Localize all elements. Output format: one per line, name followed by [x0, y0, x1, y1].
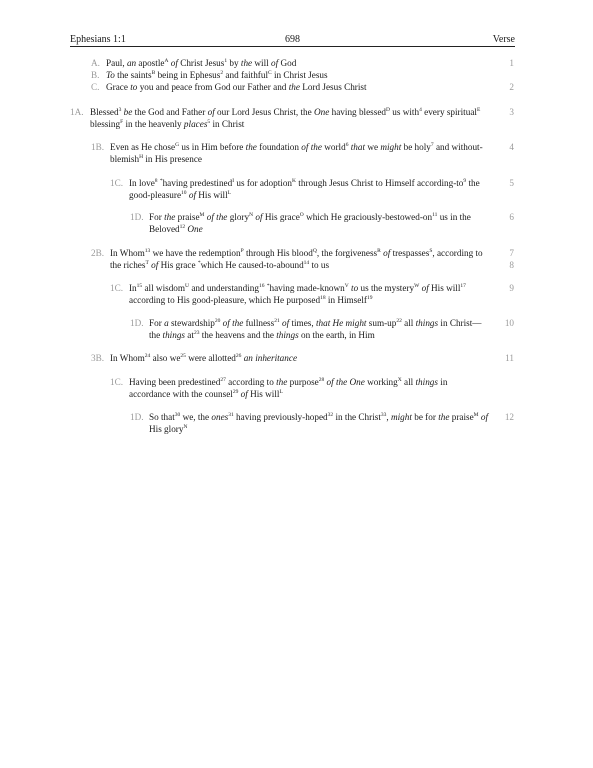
verse-number: 9	[509, 283, 514, 293]
outline-label: 3B.	[91, 353, 105, 363]
outline-text: Even as He chose$^G$ us in Him before the foundation of the world$^6$ that we might be holy$^7$ and without-blemish$^H$ in His presence	[110, 142, 483, 164]
outline-label: 1C.	[110, 283, 124, 293]
outline-text: For a stewardship$^{20}$ of the fullness$^{21}$ of times, that He might sum-$up^{22}$ all things in Christ— the things $at^{23}$ the heavens and the things on the earth, in Him	[149, 318, 482, 340]
verse-number: 5	[509, 178, 514, 188]
outline-label: A.	[91, 58, 100, 68]
verse-number: 10	[504, 318, 514, 328]
outline-text: In love$^8$ *having predestined$^I$ us for adoption$^K$ through Jesus Christ to Himself according-$to^9$ the good-pleasure$^{10}$ of His will$^L$	[129, 178, 480, 200]
outline-text: In Whom$^{13}$ we have the redemption$^P$ through His blood$^Q$, the forgiveness$^R$ of trespasses$^S$, according to the riches$^T$ of His grace *which He caused-to-abound$^{14}$ to us	[110, 248, 483, 270]
outline-text: In Whom$^{24}$ also $we^{25}$ were allotted$^{26}$ an inheritance	[110, 353, 298, 363]
outline-text: Having been predestined$^{27}$ according to the purpose$^{28}$ of the One working$^X$ all things in accordance with the counsel$^{29}$ of His will$^L$	[129, 377, 448, 399]
verse-column-label: Verse	[492, 34, 515, 45]
outline-label: 1C.	[110, 377, 124, 387]
outline-text: In$^{15}$ all wisdom$^U$ and understanding$^{16}$ *having made-known$^V$ to us the mystery$^W$ of His will$^{17}$ according to His good-pleasure, which He purposed$^{18}$ in Himself$^{19}$	[129, 283, 466, 305]
outline-label: 1D.	[130, 412, 144, 422]
page-number: 698	[285, 34, 300, 45]
verse-number: 7	[509, 248, 514, 258]
outline-label: 1D.	[130, 212, 144, 222]
verse-number: 4	[509, 142, 514, 152]
verse-number: 12	[504, 412, 514, 422]
verse-number: 3	[509, 107, 514, 117]
outline-text: So that$^{30}$ we, the ones$^{31}$ having previously-hoped$^{32}$ in the Christ$^{33}$, might be for the praise$^M$ of His glory$^N$	[149, 412, 489, 434]
outline-label: 1C.	[110, 178, 124, 188]
outline-text: To the saints$^B$ being in Ephesus$^2$ and faithful$^C$ in Christ Jesus	[106, 70, 328, 80]
outline-label: 1A.	[70, 107, 84, 117]
outline-label: 1B.	[91, 142, 105, 152]
verse-number: 8	[509, 260, 514, 270]
outline-text: Grace to you and peace from God our Father and the Lord Jesus Christ	[106, 82, 367, 92]
outline-label: B.	[91, 70, 100, 80]
outline-text: Paul, an apostle$^A$ of Christ Jesus$^1$ by the will of God	[106, 58, 297, 68]
outline-label: 1D.	[130, 318, 144, 328]
outline-label: 2B.	[91, 248, 105, 258]
book-reference: Ephesians 1:1	[70, 34, 126, 45]
verse-number: 2	[509, 82, 514, 92]
page-header	[70, 33, 515, 47]
verse-number: 1	[509, 58, 514, 68]
verse-number: 11	[505, 353, 514, 363]
verse-number: 6	[509, 212, 514, 222]
outline-label: C.	[91, 82, 100, 92]
outline-text: For the praise$^M$ of the glory$^N$ of His grace$^O$ which He graciously-$bestowed-on^{11}$ us in the Beloved$^{12}$ One	[149, 212, 471, 234]
outline-text: Blessed$^3$ be the God and Father of our Lord Jesus Christ, the One having blessed$^D$ us with$^4$ every spiritual$^E$ blessing$^F$ in the heavenly places$^5$ in Christ	[90, 107, 481, 129]
